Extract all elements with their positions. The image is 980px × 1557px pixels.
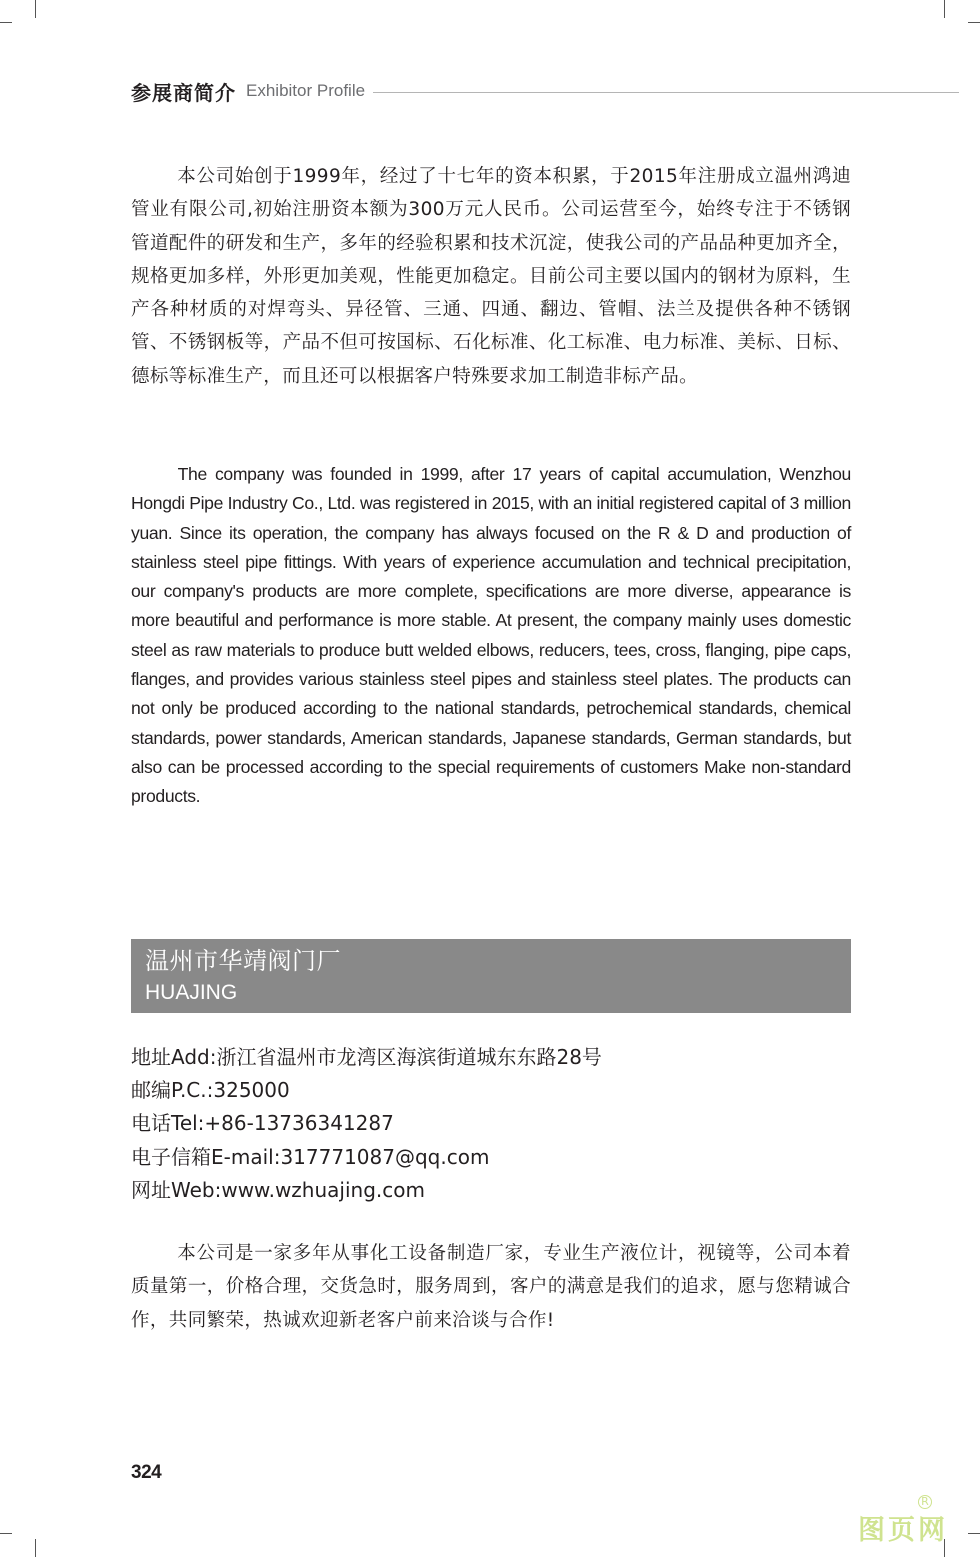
contact-label: 地址Add: [131,1045,217,1069]
contact-postcode [131,1074,851,1107]
contact-email [131,1141,851,1174]
company-description-cn: 本公司是一家多年从事化工设备制造厂家，专业生产液位计，视镜等，公司本着质量第一，价格合理，交货急时，服务周到，客户的满意是我们的追求，愿与您精诚合作，共同繁荣，热诚欢迎新老客户前来洽谈与合作! [131,1243,851,1331]
watermark-logo: 图页网 [858,1515,948,1546]
intro-paragraph-cn: 本公司始创于1999年，经过了十七年的资本积累，于2015年注册成立温州鸿迪管业有限公司,初始注册资本额为300万元人民币。公司运营至今，始终专注于不锈钢管道配件的研发和生产，多年的经验积累和技术沉淀，使我公司的产品品种更加齐全，规格更加多样，外形更加美观，性能更加稳定。目前公司主要以国内的钢材为原料，生产各种材质的对焊弯头、异径管、三通、四通、翻边、管帽、法兰及提供各种不锈钢管、不锈钢板等，产品不但可按国标、石化标准、化工标准、电力标准、美标、日标、德标等标准生产，而且还可以根据客户特殊要求加工制造非标产品。 [131,166,851,387]
section-title-cn: 参展商简介 [131,80,236,105]
contact-value: +86-13736341287 [204,1111,394,1136]
section-title-en: Exhibitor Profile [246,81,366,100]
contact-phone [131,1107,851,1140]
registered-mark-icon: R [918,1495,932,1509]
contact-label: 邮编P.C.: [131,1078,214,1103]
email-link[interactable]: 317771087@qq.com [280,1144,490,1169]
crop-mark [968,1533,980,1534]
contact-value: 浙江省温州市龙湾区海滨街道城东东路28号 [216,1045,602,1069]
contact-address [131,1041,851,1074]
crop-mark [944,0,945,18]
contact-label: 网址Web: [131,1177,222,1202]
crop-mark [35,1539,36,1557]
company-name-cn: 温州市华靖阀门厂 [145,947,341,975]
crop-mark [0,22,12,23]
contact-label: 电子信箱E-mail: [131,1144,281,1169]
crop-mark [35,0,36,18]
company-banner [131,939,851,1013]
page-header [131,76,959,106]
company-name-en: HUAJING [145,981,238,1004]
contact-list [131,1041,851,1207]
header-divider [373,92,959,93]
crop-mark [968,22,980,23]
contact-value: 325000 [213,1078,290,1103]
page-number: 324 [131,1462,162,1483]
contact-label: 电话Tel: [131,1111,205,1136]
intro-paragraph-en: The company was founded in 1999, after 17 years of capital accumulation, Wenzhou Hongdi Pipe Industry Co., Ltd. was registered in 2015, with an initial registered capital of 3 million yuan. Since its operation, the company has always focused on the R & D and production of stainless steel pipe fittings. With years of experience accumulation and technical precipitation, our company's products are more complete, specifications are more diverse, appearance is more beautiful and performance is more stable. At present, the company mainly uses domestic steel as raw materials to produce butt welded elbows, reducers, tees, cross, flanging, pipe caps, flanges, and provides various stainless steel pipes and stainless steel plates. The products can not only be produced according to the national standards, petrochemical standards, chemical standards, power standards, American standards, Japanese standards, German standards, but also can be processed according to the special requirements of customers Make non-standard products. [131,464,851,807]
website-link[interactable]: www.wzhuajing.com [221,1177,425,1202]
contact-website [131,1174,851,1207]
crop-mark [0,1533,12,1534]
